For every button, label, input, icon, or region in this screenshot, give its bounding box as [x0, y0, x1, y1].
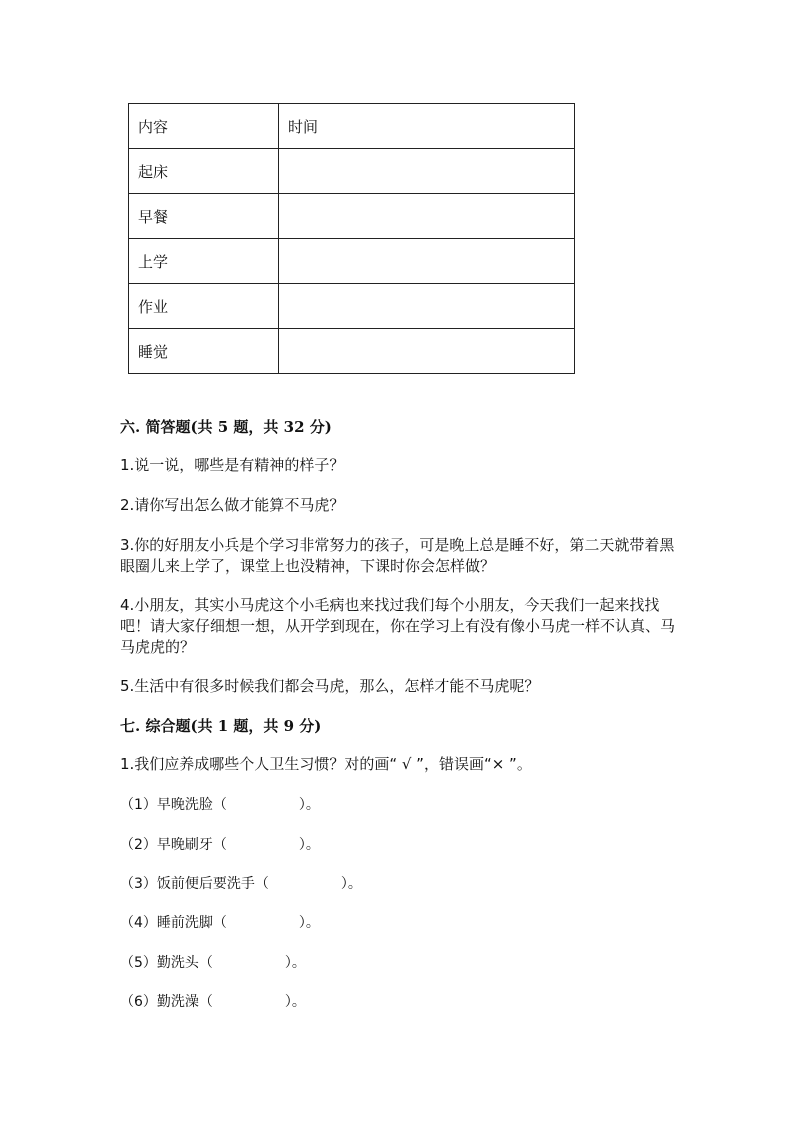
table-cell-time[interactable] — [279, 149, 575, 194]
option-close: ）。 — [298, 797, 320, 813]
option-text: 早晚洗脸（ — [156, 797, 227, 813]
table-row — [129, 329, 575, 374]
option-close: ）。 — [298, 915, 320, 931]
option-close: ）。 — [284, 955, 306, 971]
table-header-cell: 内容 — [129, 104, 279, 149]
table-row — [129, 284, 575, 329]
table-cell-time[interactable] — [279, 329, 575, 374]
section-7-title: 七. 综合题(共 1 题，共 9 分) — [120, 717, 322, 735]
question-7-1: 1.我们应养成哪些个人卫生习惯？对的画“ √ ”，错误画“× ”。 — [120, 755, 532, 773]
option-text: 早晚刷牙（ — [156, 837, 227, 853]
table-cell-time[interactable] — [279, 194, 575, 239]
table-header-cell: 时间 — [279, 104, 575, 149]
table-header-row — [129, 104, 575, 149]
option-text: 勤洗澡（ — [156, 994, 213, 1010]
option-item — [120, 794, 320, 814]
option-item — [120, 873, 362, 893]
schedule-table — [128, 103, 575, 374]
option-number: （4） — [120, 915, 157, 931]
table-row — [129, 239, 575, 284]
table-cell-activity: 上学 — [129, 239, 279, 284]
table-row — [129, 149, 575, 194]
table-cell-activity: 早餐 — [129, 194, 279, 239]
option-number: （5） — [120, 955, 157, 971]
table-cell-activity: 作业 — [129, 284, 279, 329]
table-cell-activity: 起床 — [129, 149, 279, 194]
table-cell-time[interactable] — [279, 284, 575, 329]
option-item — [120, 952, 306, 972]
option-item — [120, 912, 320, 932]
option-close: ）。 — [298, 837, 320, 853]
question-6-4: 4.小朋友，其实小马虎这个小毛病也来找过我们每个小朋友，今天我们一起来找找吧！请大家仔细想一想，从开学到现在，你在学习上有没有像小马虎一样不认真、马马虎虎的？ — [120, 596, 676, 656]
option-text: 勤洗头（ — [156, 955, 213, 971]
option-item — [120, 991, 306, 1011]
table-cell-time[interactable] — [279, 239, 575, 284]
option-number: （3） — [120, 876, 157, 892]
option-number: （6） — [120, 994, 157, 1010]
question-6-3: 3.你的好朋友小兵是个学习非常努力的孩子，可是晚上总是睡不好，第二天就带着黑眼圈儿来上学了，课堂上也没精神，下课时你会怎样做？ — [120, 536, 675, 575]
option-close: ）。 — [340, 876, 362, 892]
section-6-title: 六. 简答题(共 5 题，共 32 分) — [120, 418, 332, 436]
option-number: （1） — [120, 797, 157, 813]
option-number: （2） — [120, 837, 157, 853]
table-cell-activity: 睡觉 — [129, 329, 279, 374]
option-item — [120, 834, 320, 854]
question-6-5: 5.生活中有很多时候我们都会马虎，那么，怎样才能不马虎呢？ — [120, 677, 540, 695]
option-close: ）。 — [284, 994, 306, 1010]
option-text: 睡前洗脚（ — [156, 915, 227, 931]
question-6-1: 1.说一说，哪些是有精神的样子？ — [120, 456, 345, 474]
table-row — [129, 194, 575, 239]
question-6-2: 2.请你写出怎么做才能算不马虎？ — [120, 496, 345, 514]
option-text: 饭前便后要洗手（ — [156, 876, 269, 892]
